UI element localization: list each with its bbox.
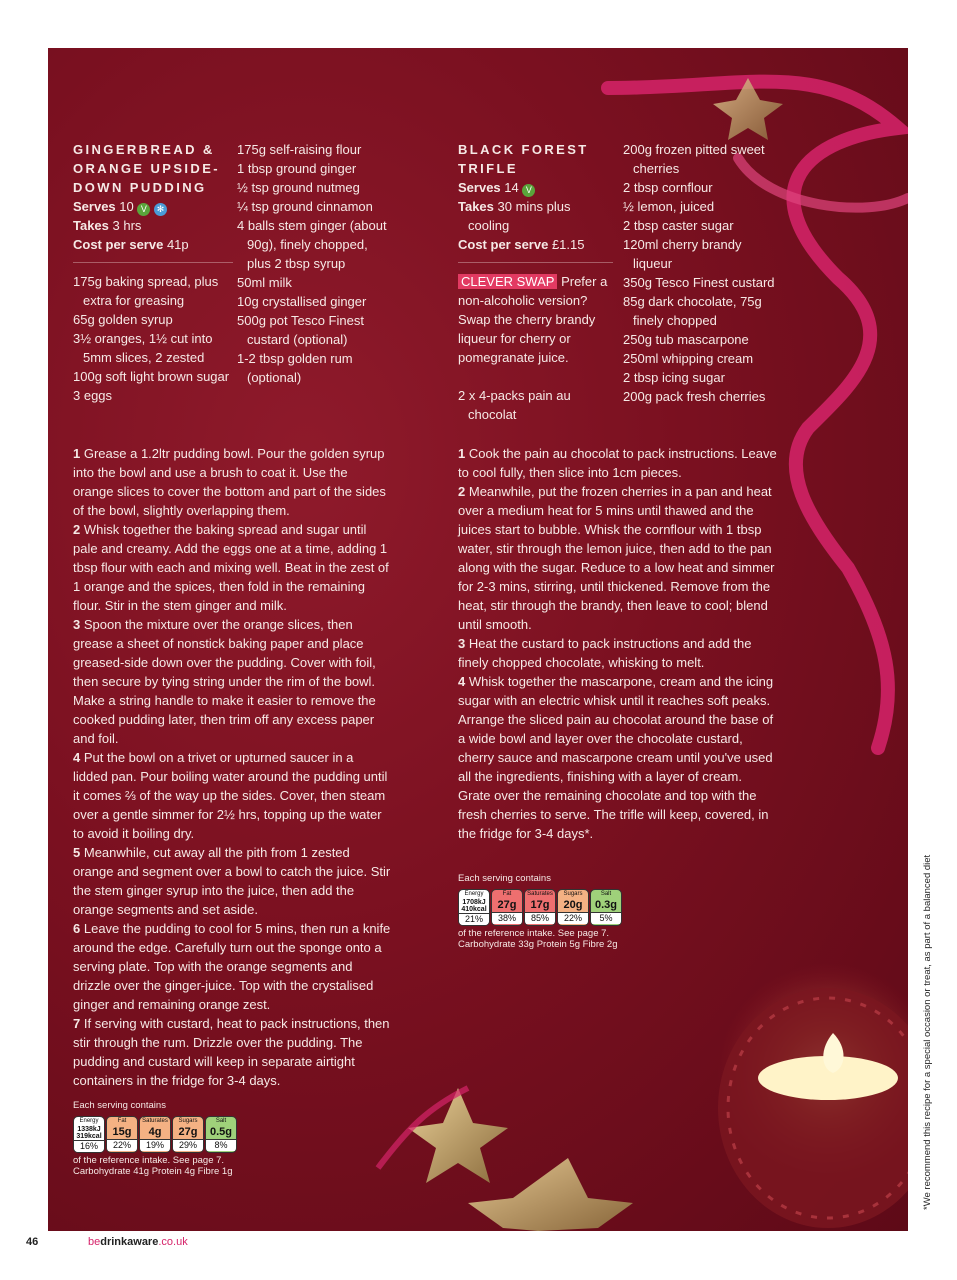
ingredient-item: 2 x 4-packs pain au chocolat bbox=[458, 388, 571, 422]
ingredient-item: ¼ tsp ground cinnamon bbox=[237, 199, 373, 214]
left-ingredient-list-2 bbox=[237, 140, 387, 387]
title-line: GINGERBREAD & bbox=[73, 142, 215, 157]
ingredient-item: 50ml milk bbox=[237, 275, 292, 290]
page-number: 46 bbox=[26, 1236, 39, 1248]
left-nutrition bbox=[73, 1100, 293, 1177]
ingredient-item: 3 eggs bbox=[73, 388, 113, 403]
takes-line bbox=[458, 197, 613, 235]
nutrition-value: 20g bbox=[563, 899, 583, 911]
serves-line bbox=[73, 197, 233, 216]
star-decoration bbox=[408, 1088, 508, 1183]
step-number: 7 bbox=[73, 1016, 81, 1031]
ingredient-item: 175g baking spread, plus extra for greasing bbox=[73, 274, 219, 308]
energy-kj: 1338kJ bbox=[77, 1126, 101, 1133]
nutrition-salt bbox=[205, 1116, 237, 1153]
nutrition-value: 0.3g bbox=[594, 899, 617, 911]
step-text: Meanwhile, cut away all the pith from 1 zested orange and segment over a bowl to catch the juice. Stir the stem ginger syrup into the juice, then add the orange segments and set aside. bbox=[73, 845, 391, 917]
ingredient-item: 175g self-raising flour bbox=[237, 142, 362, 157]
nutrition-energy bbox=[73, 1116, 105, 1153]
nutrition-sugars bbox=[557, 889, 589, 926]
method-step bbox=[458, 634, 778, 672]
nutrition-pct: 5% bbox=[591, 912, 621, 924]
step-text: Cook the pain au chocolat to pack instructions. Leave to cool fully, then slice into 1cm pieces. bbox=[458, 446, 777, 480]
url-part: be bbox=[88, 1236, 101, 1248]
nutrition-value bbox=[74, 1126, 104, 1140]
takes-value: 30 mins plus cooling bbox=[468, 199, 571, 233]
nutrition-value: 15g bbox=[112, 1126, 132, 1138]
step-text: Heat the custard to pack instructions and add the finely chopped chocolate, whisking to melt. bbox=[458, 636, 752, 670]
nutrition-sugars bbox=[172, 1116, 204, 1153]
freezable-icon: ✻ bbox=[154, 203, 167, 216]
nutrition-macros: Carbohydrate 41g Protein 4g Fibre 1g bbox=[73, 1166, 233, 1177]
step-text: Meanwhile, put the frozen cherries in a pan and heat over a medium heat for 5 mins until thawed and the juices start to bubble. Whisk the cornflour with 1 tbsp water, stir through the lemon juice, then add to the pan along with the sugar. Reduce to a low heat and simmer for 2-3 mins, stirring, until thickened. Remove from the heat, stir through the brandy, then leave to cool; blend until smooth. bbox=[458, 484, 775, 632]
method-step bbox=[73, 444, 391, 520]
title-line: BLACK FOREST bbox=[458, 142, 589, 157]
right-method bbox=[458, 444, 778, 843]
serves-value: 10 bbox=[119, 199, 134, 214]
nutrition-label: Saturates bbox=[142, 1118, 168, 1124]
ingredient-item: 2 tbsp caster sugar bbox=[623, 218, 734, 233]
nutrition-pct: 21% bbox=[459, 913, 489, 925]
ingredient-item: 1-2 tbsp golden rum (optional) bbox=[237, 351, 353, 385]
side-disclaimer: *We recommend this recipe for a special occasion or treat, as part of a balanced diet bbox=[922, 854, 933, 1210]
divider bbox=[73, 262, 233, 263]
divider bbox=[458, 262, 613, 263]
ingredient-item: 120ml cherry brandy liqueur bbox=[623, 237, 742, 271]
nutrition-label: Energy bbox=[79, 1118, 99, 1124]
vegetarian-icon: V bbox=[137, 203, 150, 216]
ingredient-item: 350g Tesco Finest custard bbox=[623, 275, 775, 290]
step-text: Leave the pudding to cool for 5 mins, then run a knife around the edge. Carefully turn out the sponge onto a serving plate. Top with the orange segments and drizzle over the ginger-juice. Top with the crystalised ginger and remaining orange zest. bbox=[73, 921, 391, 1012]
nutrition-fat bbox=[491, 889, 523, 926]
step-number: 3 bbox=[458, 636, 466, 651]
left-method bbox=[73, 444, 391, 1090]
recipe-title bbox=[458, 140, 613, 178]
nutrition-label: Saturates bbox=[527, 891, 553, 897]
nutrition-label: Fat bbox=[502, 891, 512, 897]
nutrition-pct: 85% bbox=[525, 912, 555, 924]
takes-label: Takes bbox=[73, 218, 109, 233]
step-text: Spoon the mixture over the orange slices, then grease a sheet of nonstick baking paper and place greased-side down over the pudding. Cover with foil, then secure by tying string under the rim of the bowl. Make a string handle to make it easier to remove the cooked pudding later, then trim off any excess paper and foil. bbox=[73, 617, 376, 746]
nutrition-value: 27g bbox=[497, 899, 517, 911]
vegetarian-icon: V bbox=[522, 184, 535, 197]
step-number: 1 bbox=[73, 446, 81, 461]
nutrition-heading: Each serving contains bbox=[73, 1100, 166, 1111]
nutrition-pct: 38% bbox=[492, 912, 522, 924]
ingredient-item: 2 tbsp cornflour bbox=[623, 180, 713, 195]
star-decoration bbox=[468, 1158, 633, 1231]
nutrition-label: Sugars bbox=[178, 1118, 198, 1124]
cost-label: Cost per serve bbox=[458, 237, 549, 252]
nutrition-heading: Each serving contains bbox=[458, 873, 551, 884]
step-number: 2 bbox=[73, 522, 81, 537]
step-number: 4 bbox=[458, 674, 466, 689]
nutrition-pct: 16% bbox=[74, 1140, 104, 1152]
nutrition-label: Energy bbox=[464, 891, 484, 897]
title-line: TRIFLE bbox=[458, 161, 518, 176]
clever-swap-text: Prefer a non-alcoholic version? Swap the cherry brandy liqueur for cherry or pomegranate juice. bbox=[458, 274, 608, 365]
ingredient-item: ½ tsp ground nutmeg bbox=[237, 180, 360, 195]
step-number: 4 bbox=[73, 750, 81, 765]
serves-line bbox=[458, 178, 613, 197]
step-number: 3 bbox=[73, 617, 81, 632]
step-text: Whisk together the mascarpone, cream and the icing sugar with an electric whisk until it reaches soft peaks. Arrange the sliced pain au chocolat around the base of a wide bowl and layer over the chocolate custard, cherry sauce and mascarpone cream until you've used all the ingredients, finishing with a layer of cream. Grate over the remaining chocolate and top with the fresh cherries to serve. The trifle will keep, covered, in the fridge for 3-4 days*. bbox=[458, 674, 774, 841]
nutrition-macros: Carbohydrate 33g Protein 5g Fibre 2g bbox=[458, 939, 618, 950]
drinkaware-url[interactable] bbox=[88, 1236, 188, 1248]
step-text: Put the bowl on a trivet or upturned saucer in a lidded pan. Pour boiling water around the pudding until it comes ⅔ of the way up the sides. Cover, then steam over a gentle simmer for 2½ hrs, topping up the water to avoid it boiling dry. bbox=[73, 750, 388, 841]
left-recipe-header bbox=[73, 140, 233, 405]
method-step bbox=[73, 1014, 391, 1090]
nutrition-value: 0.5g bbox=[209, 1126, 232, 1138]
cost-line bbox=[73, 235, 233, 254]
serves-value: 14 bbox=[504, 180, 519, 195]
ingredient-item: 1 tbsp ground ginger bbox=[237, 161, 357, 176]
takes-line bbox=[73, 216, 233, 235]
ingredient-item: 3½ oranges, 1½ cut into 5mm slices, 2 zested bbox=[73, 331, 213, 365]
method-step bbox=[458, 444, 778, 482]
method-step bbox=[458, 482, 778, 634]
nutrition-label: Fat bbox=[117, 1118, 127, 1124]
nutrition-value: 27g bbox=[178, 1126, 198, 1138]
ingredient-item: 65g golden syrup bbox=[73, 312, 173, 327]
ingredient-item: 200g frozen pitted sweet cherries bbox=[623, 142, 765, 176]
nutrition-fat bbox=[106, 1116, 138, 1153]
cost-line bbox=[458, 235, 613, 254]
recipe-title bbox=[73, 140, 233, 197]
nutrition-footnote: of the reference intake. See page 7. bbox=[73, 1155, 225, 1166]
ingredient-item: 500g pot Tesco Finest custard (optional) bbox=[237, 313, 364, 347]
right-nutrition bbox=[458, 873, 678, 950]
nutrition-value: 17g bbox=[530, 899, 550, 911]
nutrition-saturates bbox=[524, 889, 556, 926]
takes-value: 3 hrs bbox=[112, 218, 142, 233]
nutrition-value: 4g bbox=[148, 1126, 162, 1138]
nutrition-pct: 8% bbox=[206, 1139, 236, 1151]
ingredient-item: 200g pack fresh cherries bbox=[623, 389, 766, 404]
energy-kj: 1708kJ bbox=[462, 899, 486, 906]
energy-kcal: 319kcal bbox=[76, 1133, 102, 1140]
nutrition-footnote: of the reference intake. See page 7. bbox=[458, 928, 610, 939]
method-step bbox=[73, 748, 391, 843]
step-number: 2 bbox=[458, 484, 466, 499]
ingredient-item: 2 tbsp icing sugar bbox=[623, 370, 725, 385]
nutrition-label: Sugars bbox=[563, 891, 583, 897]
ingredient-item: 85g dark chocolate, 75g finely chopped bbox=[623, 294, 762, 328]
nutrition-table bbox=[458, 889, 678, 926]
nutrition-pct: 22% bbox=[107, 1139, 137, 1151]
ingredient-list bbox=[73, 272, 233, 405]
ingredient-item: 10g crystallised ginger bbox=[237, 294, 367, 309]
nutrition-saturates bbox=[139, 1116, 171, 1153]
ingredient-item: 100g soft light brown sugar bbox=[73, 369, 230, 384]
ingredient-item: 4 balls stem ginger (about 90g), finely chopped, plus 2 tbsp syrup bbox=[237, 218, 387, 271]
nutrition-energy bbox=[458, 889, 490, 926]
step-text: Grease a 1.2ltr pudding bowl. Pour the golden syrup into the bowl and use a brush to coat it. Use the orange slices to cover the bottom and part of the sides of the bowl, slightly overlapping them. bbox=[73, 446, 386, 518]
url-part: .co.uk bbox=[158, 1236, 188, 1248]
serves-label: Serves bbox=[458, 180, 501, 195]
ingredient-item: 250g tub mascarpone bbox=[623, 332, 749, 347]
nutrition-value bbox=[459, 899, 489, 913]
energy-kcal: 410kcal bbox=[461, 906, 487, 913]
cost-label: Cost per serve bbox=[73, 237, 164, 252]
cost-value: 41p bbox=[166, 237, 189, 252]
clever-swap bbox=[458, 272, 613, 367]
title-line: DOWN PUDDING bbox=[73, 180, 207, 195]
method-step bbox=[458, 672, 778, 843]
nutrition-table bbox=[73, 1116, 293, 1153]
right-ingredient-list-2 bbox=[623, 140, 783, 406]
step-number: 5 bbox=[73, 845, 81, 860]
step-number: 1 bbox=[458, 446, 466, 461]
nutrition-label: Salt bbox=[215, 1118, 227, 1124]
nutrition-pct: 19% bbox=[140, 1139, 170, 1151]
clever-swap-badge: CLEVER SWAP bbox=[458, 274, 557, 289]
right-recipe-header bbox=[458, 140, 613, 424]
step-number: 6 bbox=[73, 921, 81, 936]
method-step bbox=[73, 615, 391, 748]
title-line: ORANGE UPSIDE- bbox=[73, 161, 221, 176]
ingredient-item: 250ml whipping cream bbox=[623, 351, 754, 366]
url-part: drinkaware bbox=[100, 1236, 159, 1248]
recipe-panel bbox=[48, 48, 908, 1231]
serves-label: Serves bbox=[73, 199, 116, 214]
step-text: Whisk together the baking spread and sugar until pale and creamy. Add the eggs one at a time, adding 1 tbsp flour with each and mixing well. Beat in the zest of 1 orange and the spices, then fold in the remaining flour. Stir in the stem ginger and milk. bbox=[73, 522, 389, 613]
step-text: If serving with custard, heat to pack instructions, then stir through the rum. Drizzle over the pudding. The pudding and custard will keep in separate airtight containers in the fridge for 3-4 days. bbox=[73, 1016, 390, 1088]
nutrition-salt bbox=[590, 889, 622, 926]
cost-value: £1.15 bbox=[551, 237, 585, 252]
ingredient-item: ½ lemon, juiced bbox=[623, 199, 715, 214]
nutrition-label: Salt bbox=[600, 891, 612, 897]
nutrition-pct: 22% bbox=[558, 912, 588, 924]
method-step bbox=[73, 919, 391, 1014]
nutrition-pct: 29% bbox=[173, 1139, 203, 1151]
method-step bbox=[73, 843, 391, 919]
takes-label: Takes bbox=[458, 199, 494, 214]
method-step bbox=[73, 520, 391, 615]
